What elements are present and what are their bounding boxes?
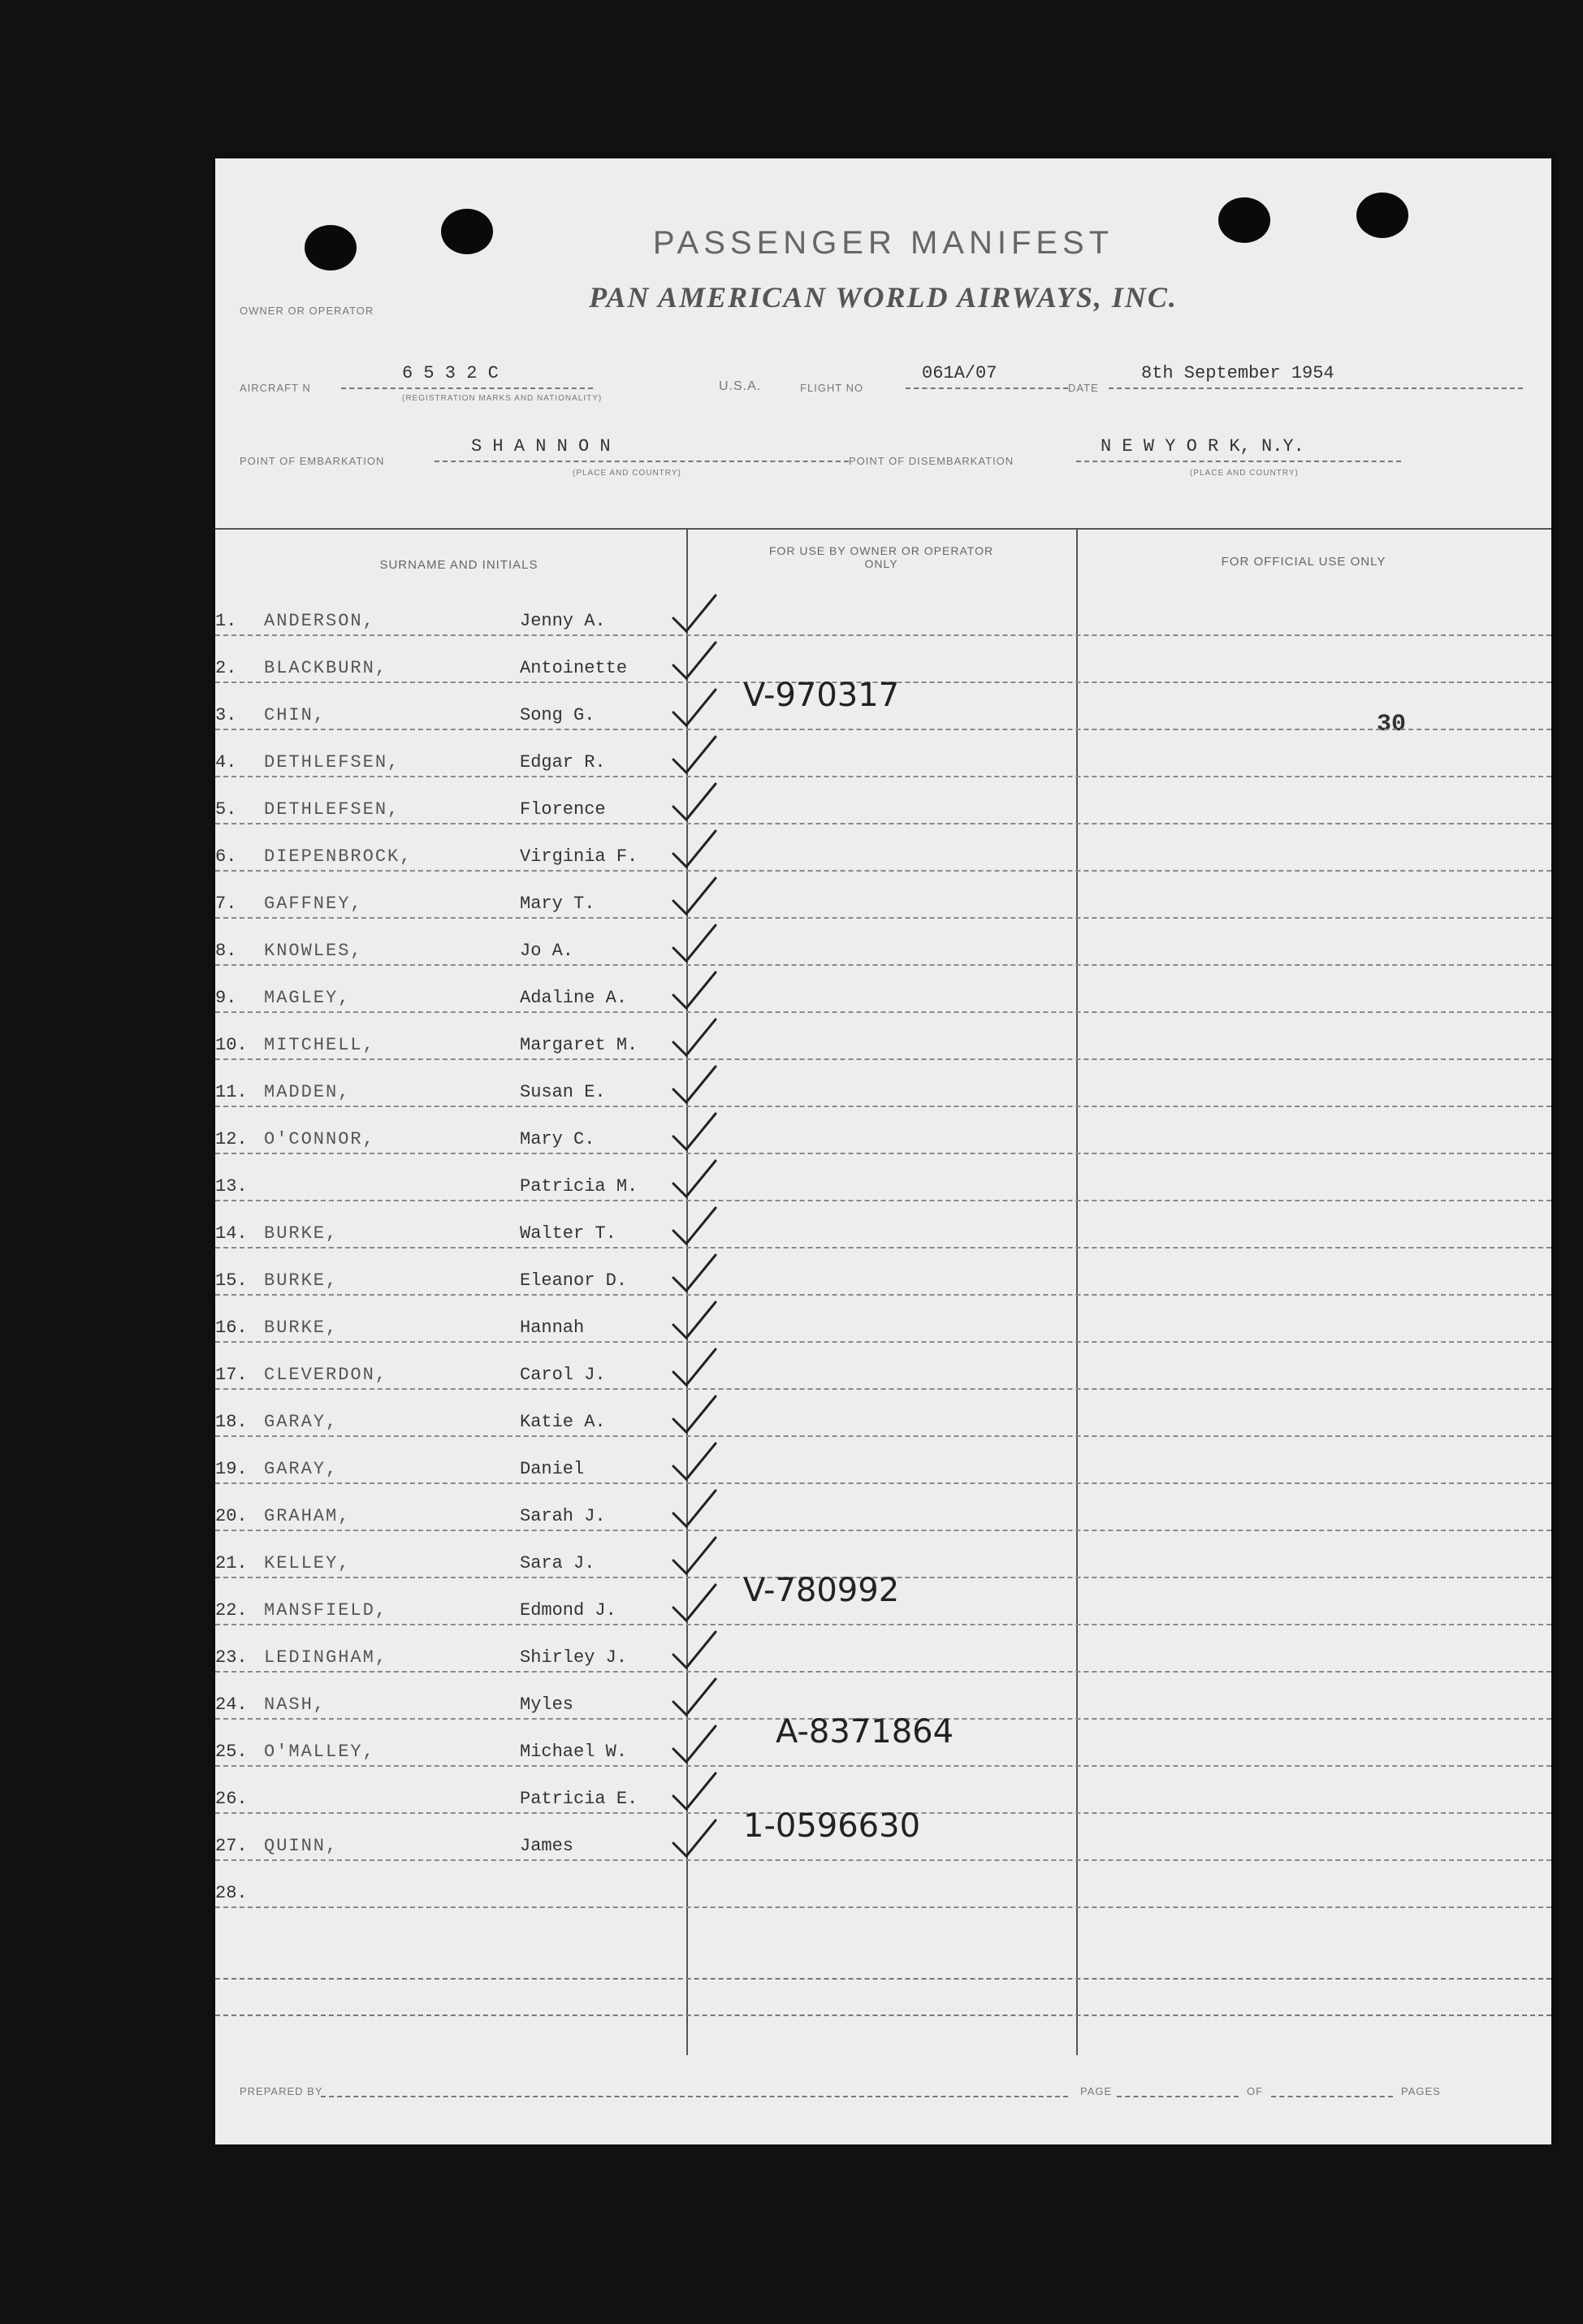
passenger-given-name: Sarah J. xyxy=(520,1506,606,1526)
row-number: 21. xyxy=(215,1553,248,1573)
embark-underline xyxy=(435,461,849,462)
passenger-surname: ANDERSON, xyxy=(264,611,375,631)
check-mark-icon xyxy=(670,1815,719,1861)
passenger-given-name: Susan E. xyxy=(520,1082,606,1102)
disembark-caption: (PLACE AND COUNTRY) xyxy=(1190,469,1299,478)
row-number: 28. xyxy=(215,1883,248,1903)
row-number: 7. xyxy=(215,894,237,914)
passenger-given-name: Sara J. xyxy=(520,1553,595,1573)
passenger-surname: GRAHAM, xyxy=(264,1506,351,1526)
column-header-names: SURNAME AND INITIALS xyxy=(379,558,538,572)
row-number: 20. xyxy=(215,1506,248,1526)
check-mark-icon xyxy=(670,1533,719,1578)
row-number: 8. xyxy=(215,941,237,961)
table-row xyxy=(215,872,1551,919)
check-mark-icon xyxy=(670,1486,719,1531)
passenger-given-name: Katie A. xyxy=(520,1412,606,1432)
official-count: 30 xyxy=(1377,711,1407,738)
check-mark-icon xyxy=(670,591,719,636)
table-row xyxy=(215,1013,1551,1060)
check-mark-icon xyxy=(670,967,719,1013)
passenger-given-name: Jenny A. xyxy=(520,611,606,631)
passenger-surname: DETHLEFSEN, xyxy=(264,799,400,820)
passenger-surname: MADDEN, xyxy=(264,1082,351,1102)
check-mark-icon xyxy=(670,1439,719,1484)
row-number: 17. xyxy=(215,1365,248,1385)
passenger-surname: CLEVERDON, xyxy=(264,1365,388,1385)
table-row xyxy=(215,824,1551,872)
passenger-surname: DIEPENBROCK, xyxy=(264,846,413,867)
prepared-by-label: PREPARED BY xyxy=(240,2085,323,2097)
aircraft-underline xyxy=(341,387,593,389)
handwritten-note: 1-0596630 xyxy=(743,1807,921,1845)
company-name: PAN AMERICAN WORLD AIRWAYS, INC. xyxy=(589,281,1178,314)
passenger-surname: DETHLEFSEN, xyxy=(264,752,400,773)
column-header-owner: FOR USE BY OWNER OR OPERATOR ONLY xyxy=(768,544,994,570)
handwritten-note: V-970317 xyxy=(743,677,900,714)
check-mark-icon xyxy=(670,1344,719,1390)
row-number: 2. xyxy=(215,658,237,678)
check-mark-icon xyxy=(670,1156,719,1201)
passenger-given-name: James xyxy=(520,1836,574,1856)
check-mark-icon xyxy=(670,732,719,777)
owner-label: OWNER OR OPERATOR xyxy=(240,305,374,317)
row-number: 27. xyxy=(215,1836,248,1856)
table-row xyxy=(215,1390,1551,1437)
embark-label: POINT OF EMBARKATION xyxy=(240,455,385,467)
table-row xyxy=(215,777,1551,824)
row-number: 16. xyxy=(215,1318,248,1338)
passenger-given-name: Song G. xyxy=(520,705,595,725)
disembark-underline xyxy=(1076,461,1401,462)
passenger-surname: O'CONNOR, xyxy=(264,1129,375,1149)
handwritten-note: A-8371864 xyxy=(776,1713,954,1751)
passenger-given-name: Carol J. xyxy=(520,1365,606,1385)
passenger-surname: GARAY, xyxy=(264,1459,339,1479)
table-row xyxy=(215,1861,1551,1908)
check-mark-icon xyxy=(670,1062,719,1107)
row-number: 3. xyxy=(215,705,237,725)
check-mark-icon xyxy=(670,1674,719,1720)
passenger-given-name: Patricia E. xyxy=(520,1789,638,1809)
check-mark-icon xyxy=(670,1721,719,1767)
check-mark-icon xyxy=(670,920,719,966)
passenger-given-name: Virginia F. xyxy=(520,846,638,867)
check-mark-icon xyxy=(670,826,719,872)
date-value: 8th September 1954 xyxy=(1141,363,1334,383)
table-row xyxy=(215,1201,1551,1249)
check-mark-icon xyxy=(670,1250,719,1296)
passenger-surname: GARAY, xyxy=(264,1412,339,1432)
passenger-surname: GAFFNEY, xyxy=(264,894,363,914)
handwritten-note: V-780992 xyxy=(743,1572,900,1609)
table-top-rule xyxy=(215,528,1551,530)
table-row xyxy=(215,1625,1551,1673)
row-number: 1. xyxy=(215,611,237,631)
passenger-surname: MAGLEY, xyxy=(264,988,351,1008)
check-mark-icon xyxy=(670,1015,719,1060)
prepared-by-underline xyxy=(321,2096,1068,2097)
disembark-label: POINT OF DISEMBARKATION xyxy=(849,455,1014,467)
flight-value: 061A/07 xyxy=(922,363,997,383)
passenger-surname: O'MALLEY, xyxy=(264,1742,375,1762)
check-mark-icon xyxy=(670,1109,719,1154)
passenger-surname: BLACKBURN, xyxy=(264,658,388,678)
page-underline xyxy=(1117,2096,1239,2097)
row-number: 15. xyxy=(215,1270,248,1291)
check-mark-icon xyxy=(670,685,719,730)
passenger-given-name: Margaret M. xyxy=(520,1035,638,1055)
row-number: 4. xyxy=(215,752,237,773)
check-mark-icon xyxy=(670,1297,719,1343)
passenger-surname: KNOWLES, xyxy=(264,941,363,961)
row-number: 9. xyxy=(215,988,237,1008)
manifest-sheet xyxy=(215,158,1551,2144)
row-number: 19. xyxy=(215,1459,248,1479)
row-number: 24. xyxy=(215,1694,248,1715)
passenger-given-name: Hannah xyxy=(520,1318,585,1338)
aircraft-value: 6 5 3 2 C xyxy=(402,363,499,383)
passenger-surname: CHIN, xyxy=(264,705,327,725)
embark-value: S H A N N O N xyxy=(471,436,611,457)
row-number: 11. xyxy=(215,1082,248,1102)
of-label: OF xyxy=(1247,2085,1264,2097)
flight-label: FLIGHT NO xyxy=(800,382,864,394)
check-mark-icon xyxy=(670,638,719,683)
row-number: 14. xyxy=(215,1223,248,1244)
passenger-given-name: Eleanor D. xyxy=(520,1270,628,1291)
passenger-surname: KELLEY, xyxy=(264,1553,351,1573)
passenger-given-name: Jo A. xyxy=(520,941,574,961)
passenger-surname: BURKE, xyxy=(264,1270,339,1291)
passenger-surname: QUINN, xyxy=(264,1836,339,1856)
row-number: 22. xyxy=(215,1600,248,1621)
row-number: 5. xyxy=(215,799,237,820)
check-mark-icon xyxy=(670,1203,719,1249)
table-row xyxy=(215,1107,1551,1154)
table-row xyxy=(215,730,1551,777)
passenger-given-name: Mary C. xyxy=(520,1129,595,1149)
row-number: 13. xyxy=(215,1176,248,1197)
passenger-surname: BURKE, xyxy=(264,1318,339,1338)
passenger-given-name: Shirley J. xyxy=(520,1647,628,1668)
passenger-given-name: Patricia M. xyxy=(520,1176,638,1197)
passenger-surname: NASH, xyxy=(264,1694,327,1715)
table-row xyxy=(215,1437,1551,1484)
pages-label: PAGES xyxy=(1401,2085,1441,2097)
page-label: PAGE xyxy=(1080,2085,1113,2097)
row-number: 12. xyxy=(215,1129,248,1149)
check-mark-icon xyxy=(670,779,719,824)
passenger-given-name: Myles xyxy=(520,1694,574,1715)
passenger-given-name: Walter T. xyxy=(520,1223,616,1244)
passenger-given-name: Florence xyxy=(520,799,606,820)
date-underline xyxy=(1109,387,1523,389)
check-mark-icon xyxy=(670,1768,719,1814)
table-row xyxy=(215,966,1551,1013)
check-mark-icon xyxy=(670,1627,719,1673)
check-mark-icon xyxy=(670,1580,719,1625)
passenger-given-name: Mary T. xyxy=(520,894,595,914)
table-row xyxy=(215,589,1551,636)
table-row xyxy=(215,1154,1551,1201)
table-row xyxy=(215,919,1551,966)
date-label: DATE xyxy=(1068,382,1099,394)
table-bottom-rule xyxy=(215,2015,1551,2016)
column-header-official: FOR OFFICIAL USE ONLY xyxy=(1221,555,1386,569)
row-number: 10. xyxy=(215,1035,248,1055)
passenger-given-name: Antoinette xyxy=(520,658,628,678)
row-rule xyxy=(215,1906,1551,1908)
manifest-title: PASSENGER MANIFEST xyxy=(652,225,1114,261)
row-number: 23. xyxy=(215,1647,248,1668)
flight-underline xyxy=(906,387,1068,389)
check-mark-icon xyxy=(670,873,719,919)
embark-caption: (PLACE AND COUNTRY) xyxy=(573,469,681,478)
row-number: 18. xyxy=(215,1412,248,1432)
passenger-given-name: Edgar R. xyxy=(520,752,606,773)
passenger-given-name: Adaline A. xyxy=(520,988,628,1008)
passenger-given-name: Daniel xyxy=(520,1459,585,1479)
table-row xyxy=(215,1343,1551,1390)
of-underline xyxy=(1271,2096,1393,2097)
passenger-surname: MANSFIELD, xyxy=(264,1600,388,1621)
passenger-surname: BURKE, xyxy=(264,1223,339,1244)
check-mark-icon xyxy=(670,1391,719,1437)
passenger-given-name: Michael W. xyxy=(520,1742,628,1762)
passenger-surname: MITCHELL, xyxy=(264,1035,375,1055)
table-row xyxy=(215,1249,1551,1296)
aircraft-label: AIRCRAFT N xyxy=(240,382,311,394)
disembark-value: N E W Y O R K, N.Y. xyxy=(1101,436,1304,457)
table-row xyxy=(215,1484,1551,1531)
row-number: 26. xyxy=(215,1789,248,1809)
row-number: 25. xyxy=(215,1742,248,1762)
registration-caption: (REGISTRATION MARKS AND NATIONALITY) xyxy=(402,394,603,403)
passenger-given-name: Edmond J. xyxy=(520,1600,616,1621)
country-label: U.S.A. xyxy=(719,379,762,393)
passenger-surname: LEDINGHAM, xyxy=(264,1647,388,1668)
row-number: 6. xyxy=(215,846,237,867)
table-bottom-rule xyxy=(215,1978,1551,1980)
table-row xyxy=(215,1296,1551,1343)
table-row xyxy=(215,1060,1551,1107)
